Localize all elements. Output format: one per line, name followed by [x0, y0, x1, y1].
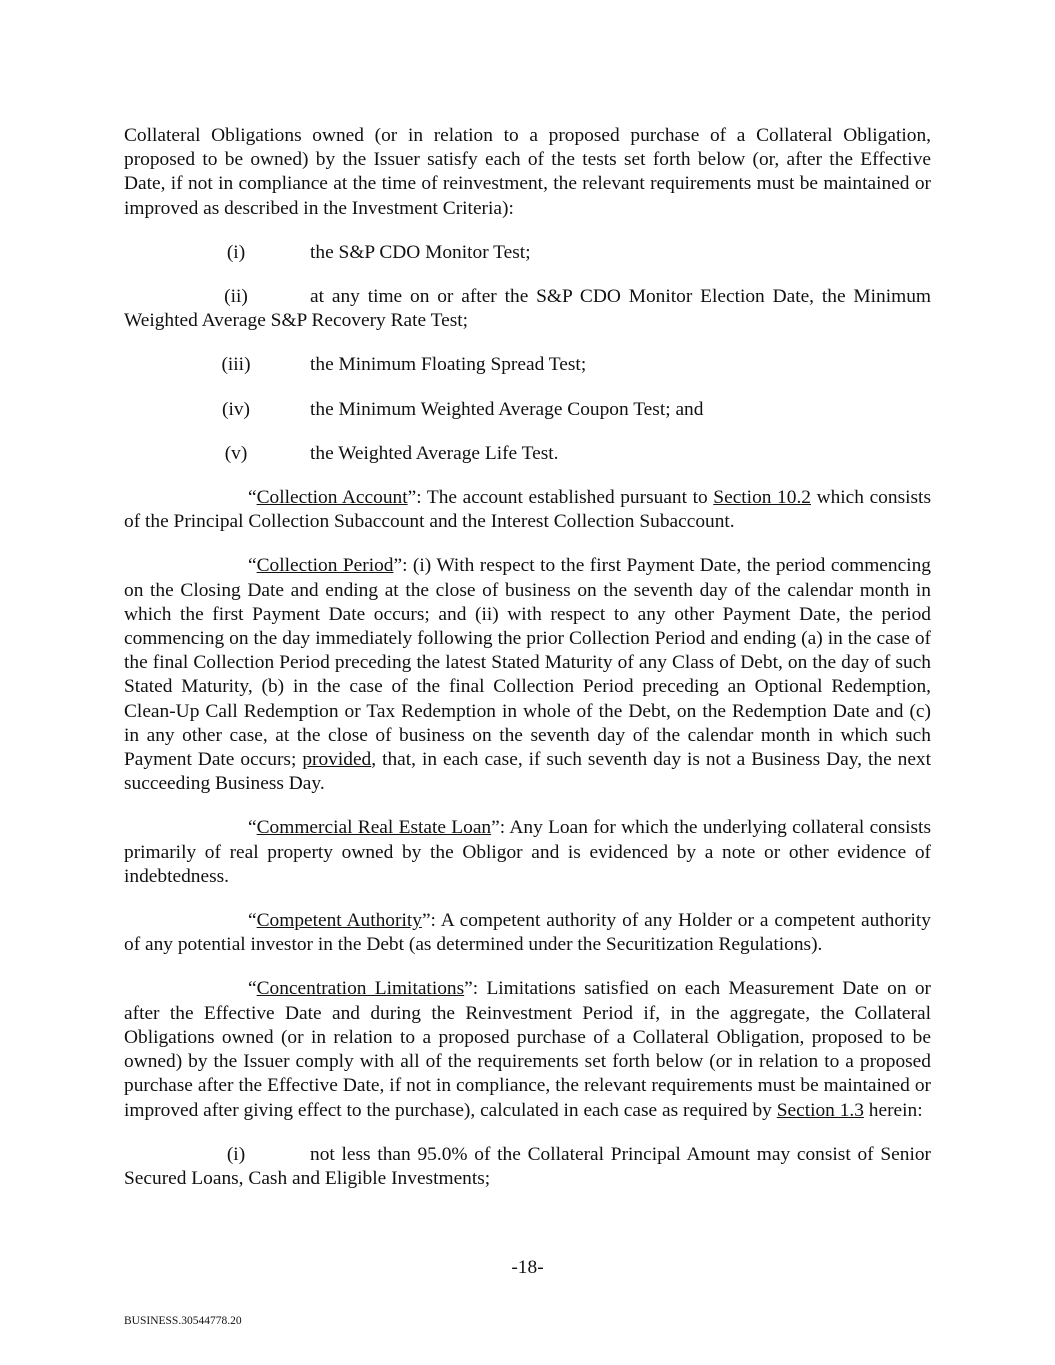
- definition-collection-account: [124, 486, 931, 534]
- provided-keyword: provided: [302, 749, 372, 771]
- definition-text-tail: herein:: [863, 1099, 923, 1121]
- test-item: [124, 353, 931, 377]
- open-quote: “: [248, 910, 257, 932]
- term-separator: ”:: [421, 910, 441, 932]
- document-id: BUSINESS.30544778.20: [124, 1315, 242, 1327]
- open-quote: “: [248, 555, 257, 577]
- definition-concentration-limitations: [124, 977, 931, 1122]
- definition-text: A competent authority of any Holder or a competent authority of any potential investor in the Debt (as determined under the Securitization Regulations).: [124, 910, 932, 956]
- limitation-item-number: (i): [226, 1143, 246, 1165]
- term-separator: ”:: [464, 978, 487, 1000]
- definition-collection-period: [124, 554, 931, 796]
- definition-text: which consists of the Principal Collection Subaccount and the Interest Collection Subaccount.: [124, 487, 931, 533]
- test-item-number: (ii): [224, 286, 248, 308]
- test-item-text: the S&P CDO Monitor Test;: [310, 241, 531, 263]
- open-quote: “: [248, 978, 257, 1000]
- test-item-number: (iii): [221, 354, 251, 376]
- definition-text: (i) With respect to the first Payment Date, the period commencing on the Closing Date and ending at the close of business on the seventh day of the calendar month in which the first Payment Date occurs; and (ii) with respect to any other Payment Date, the period commencing on the day immediately following the prior Collection Period and ending (a) in the case of the final Collection Period preceding the latest Stated Maturity of any Class of Debt, on the day of such Stated Maturity, (b) in the case of the final Collection Period preceding an Optional Redemption, Clean-Up Call Redemption or Tax Redemption in whole of the Debt, on the Redemption Date and (c) in any other case, at the close of business on the seventh day of the calendar month in which such Payment Date occurs;: [124, 555, 931, 771]
- section-reference: Section 1.3: [776, 1099, 864, 1121]
- test-item: [124, 398, 931, 422]
- page-number: -18-: [511, 1257, 544, 1278]
- test-item-number: (iv): [222, 398, 250, 420]
- limitation-item-text: not less than 95.0% of the Collateral Principal Amount may consist of Senior Secured Loans, Cash and Eligible Investments;: [124, 1143, 931, 1189]
- defined-term: Collection Period: [256, 555, 394, 577]
- definition-text: Any Loan for which the underlying collateral consists primarily of real property owned by the Obligor and is evidenced by a note or other evidence of indebtedness.: [124, 817, 931, 887]
- intro-paragraph: Collateral Obligations owned (or in relation to a proposed purchase of a Collateral Obligation, proposed to be owned) by the Issuer satisfy each of the tests set forth below (or, after the Effective Date, if not in compliance at the time of reinvestment, the relevant requirements must be maintained or improved as described in the Investment Criteria):: [124, 125, 931, 219]
- definition-text: Limitations satisfied on each Measurement Date on or after the Effective Date and during the Reinvestment Period if, in the aggregate, the Collateral Obligations owned (or in relation to a proposed purchase of a Collateral Obligation, proposed to be owned) by the Issuer comply with all of the requirements set forth below (or in relation to a proposed purchase after the Effective Date, if not in compliance, the relevant requirements must be maintained or improved after giving effect to the purchase), calculated in each case as required by: [124, 978, 932, 1121]
- test-item-text: the Weighted Average Life Test.: [310, 442, 559, 464]
- document-body: [124, 124, 931, 1211]
- test-item-text: the Minimum Floating Spread Test;: [310, 354, 587, 376]
- defined-term: Competent Authority: [256, 910, 422, 932]
- term-separator: ”:: [393, 555, 413, 577]
- test-item-text: the Minimum Weighted Average Coupon Test; and: [310, 398, 704, 420]
- test-item-number: (i): [226, 241, 246, 263]
- defined-term: Concentration Limitations: [256, 978, 465, 1000]
- open-quote: “: [248, 487, 257, 509]
- defined-term: Collection Account: [256, 487, 408, 509]
- test-item-text: at any time on or after the S&P CDO Monitor Election Date, the Minimum Weighted Average S&P Recovery Rate Test;: [124, 286, 931, 332]
- definition-competent-authority: [124, 909, 931, 957]
- defined-term: Commercial Real Estate Loan: [256, 817, 492, 839]
- term-separator: ”:: [491, 817, 510, 839]
- open-quote: “: [248, 817, 257, 839]
- definition-commercial-real-estate-loan: [124, 816, 931, 889]
- term-separator: ”: The account established pursuant to: [407, 487, 714, 509]
- test-item-number: (v): [224, 442, 248, 464]
- test-item: [124, 241, 931, 265]
- section-reference: Section 10.2: [713, 487, 811, 509]
- test-item: [124, 285, 931, 333]
- limitation-item: [124, 1143, 931, 1191]
- definition-text-tail: , that, in each case, if such seventh day is not a Business Day, the next succeeding Business Day.: [124, 749, 932, 795]
- test-item: [124, 442, 931, 466]
